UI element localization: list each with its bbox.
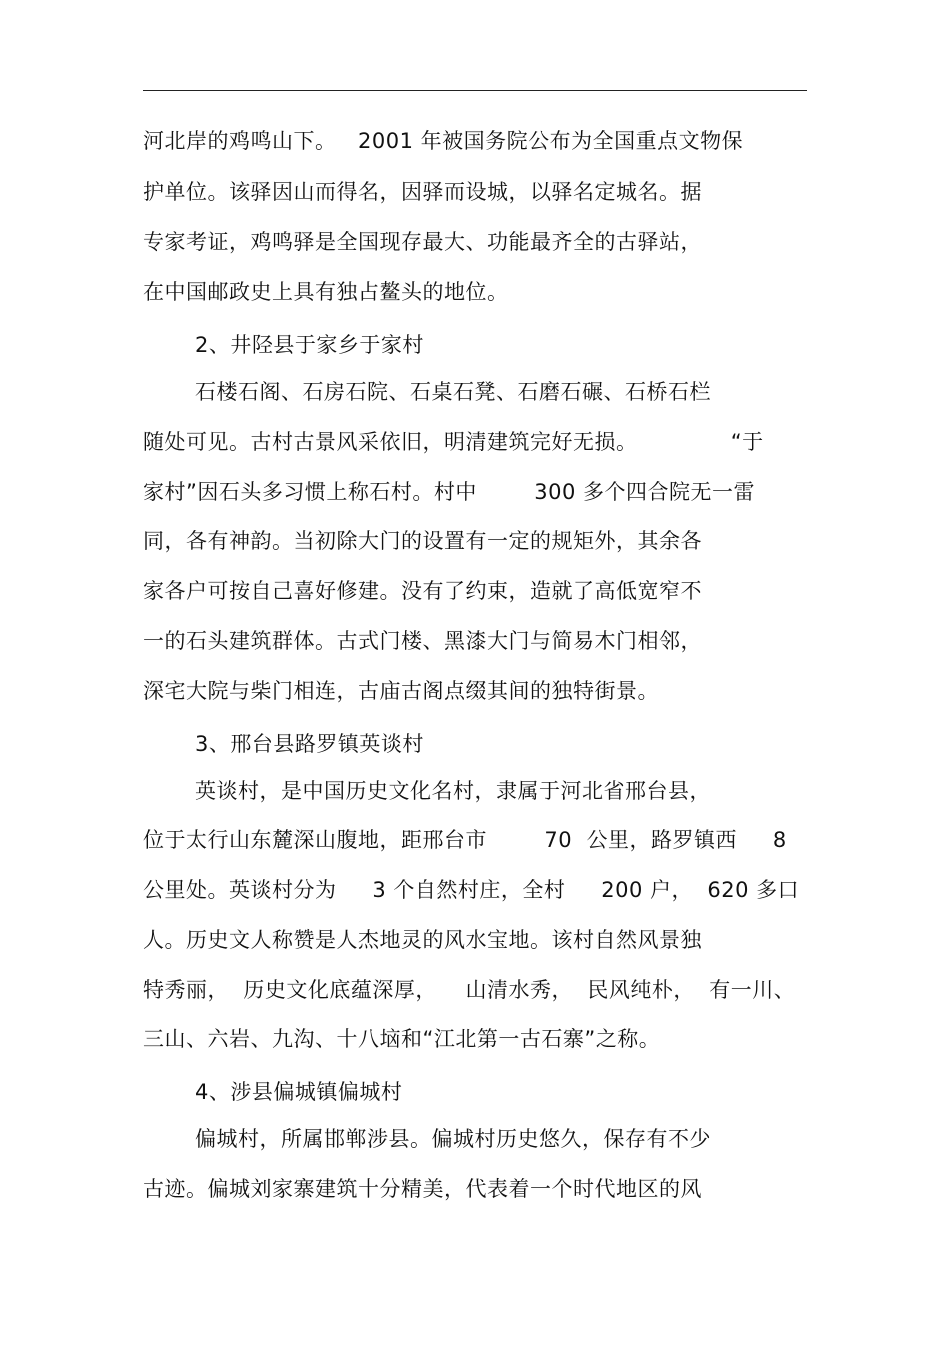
text-line: 家村”因石头多习惯上称石村。村中 300 多个四合院无一雷 xyxy=(143,480,756,504)
text-line: 公里处。英谈村分为 3 个自然村庄，全村 200 户， 620 多口 xyxy=(143,878,800,902)
text-line: 一的石头建筑群体。古式门楼、黑漆大门与简易木门相邻， xyxy=(143,629,702,653)
text-line: 同，各有神韵。当初除大门的设置有一定的规矩外，其余各 xyxy=(143,529,702,553)
section-heading: 4、涉县偏城镇偏城村 xyxy=(195,1080,403,1104)
text-line: 偏城村，所属邯郸涉县。偏城村历史悠久，保存有不少 xyxy=(195,1127,711,1151)
section-heading: 3、邢台县路罗镇英谈村 xyxy=(195,732,424,756)
text-line: 河北岸的鸡鸣山下。 2001 年被国务院公布为全国重点文物保 xyxy=(143,129,744,153)
text-line: 人。历史文人称赞是人杰地灵的风水宝地。该村自然风景独 xyxy=(143,928,702,952)
text-line: 三山、六岩、九沟、十八垴和“江北第一古石寨”之称。 xyxy=(143,1027,661,1051)
text-line: 英谈村，是中国历史文化名村，隶属于河北省邢台县， xyxy=(195,779,711,803)
section-heading: 2、井陉县于家乡于家村 xyxy=(195,333,424,357)
text-line: 专家考证，鸡鸣驿是全国现存最大、功能最齐全的古驿站， xyxy=(143,230,702,254)
text-line: 家各户可按自己喜好修建。没有了约束，造就了高低宽窄不 xyxy=(143,579,702,603)
text-line: 在中国邮政史上具有独占鳌头的地位。 xyxy=(143,280,509,304)
text-line: 随处可见。古村古景风采依旧，明清建筑完好无损。 “于 xyxy=(143,430,764,454)
text-line: 护单位。该驿因山而得名，因驿而设城，以驿名定城名。据 xyxy=(143,180,702,204)
text-line: 深宅大院与柴门相连，古庙古阁点缀其间的独特街景。 xyxy=(143,679,659,703)
text-line: 特秀丽， 历史文化底蕴深厚， 山清水秀， 民风纯朴， 有一川、 xyxy=(143,978,796,1002)
header-rule xyxy=(143,90,807,91)
text-line: 位于太行山东麓深山腹地，距邢台市 70 公里，路罗镇西 8 xyxy=(143,828,787,852)
text-line: 古迹。偏城刘家寨建筑十分精美，代表着一个时代地区的风 xyxy=(143,1177,702,1201)
text-line: 石楼石阁、石房石院、石桌石凳、石磨石碾、石桥石栏 xyxy=(195,380,711,404)
